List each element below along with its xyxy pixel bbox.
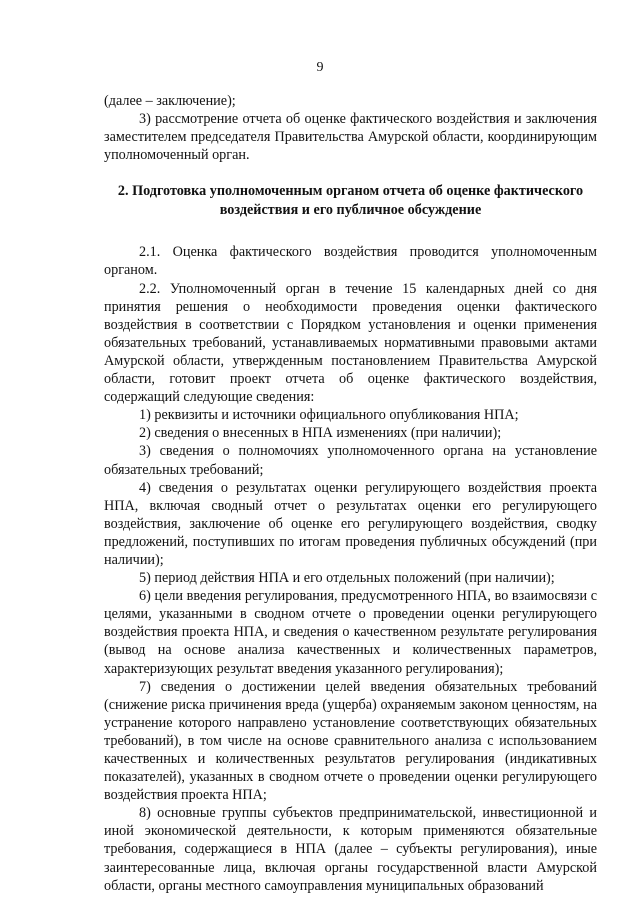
- list-item-7: 7) сведения о достижении целей введения обязательных требований (снижение риска причинения вреда (ущерба) охраняемым законом ценностям, на устранение которого направлено установление соответствующих обязательных требований), в том числе на основе сравнительного анализа с использованием качественных и количественных результатов регулирования (индикативных показателей), указанных в сводном отчете о проведении оценки регулирующего воздействия проекта НПА;: [104, 678, 597, 804]
- paragraph-item-3-review: 3) рассмотрение отчета об оценке фактического воздействия и заключения заместителем председателя Правительства Амурской области, координирующим уполномоченный орган.: [104, 111, 597, 164]
- page-number: 9: [316, 60, 324, 75]
- list-item-6: 6) цели введения регулирования, предусмотренного НПА, во взаимосвязи с целями, указанными в сводном отчете о проведении оценки регулирующего воздействия проекта НПА, и сведения о качественном результате регулирования (вывод на основе анализа качественных и количественных параметров, характеризующих результат введения указанного регулирования);: [104, 588, 597, 677]
- list-item-3: 3) сведения о полномочиях уполномоченного органа на установление обязательных требований;: [104, 443, 597, 478]
- list-item-8: 8) основные группы субъектов предпринимательской, инвестиционной и иной экономической деятельности, к которым применяются обязательные требования, содержащиеся в НПА (далее – субъекты регулирования), иные заинтересованные лица, включая органы государственной власти Амурской области, органы местного самоуправления муниципальных образований: [104, 805, 597, 894]
- document-body: [104, 92, 597, 895]
- list-item-4: 4) сведения о результатах оценки регулирующего воздействия проекта НПА, включая сводный отчет о результатах оценки его регулирующего воздействия, заключение об оценке его регулирующего воздействия, сводку предложений, поступивших по итогам проведения публичных обсуждений (при наличии);: [104, 479, 597, 568]
- paragraph-2-2: 2.2. Уполномоченный орган в течение 15 календарных дней со дня принятия решения о необходимости проведения оценки фактического воздействия в соответствии с Порядком установления и оценки применения обязательных требований, устанавливаемых нормативными правовыми актами Амурской области, утвержденным постановлением Правительства Амурской области, готовит проект отчета об оценке фактического воздействия, содержащий следующие сведения:: [104, 280, 597, 406]
- paragraph-continuation: (далее – заключение);: [104, 93, 236, 109]
- list-item-1: 1) реквизиты и источники официального опубликования НПА;: [139, 407, 519, 424]
- paragraph-2-1: 2.1. Оценка фактического воздействия проводится уполномоченным органом.: [104, 244, 597, 279]
- list-item-5: 5) период действия НПА и его отдельных положений (при наличии);: [139, 570, 555, 587]
- section-heading: 2. Подготовка уполномоченным органом отчета об оценке фактического воздействия и его публичное обсуждение: [117, 183, 584, 218]
- list-item-2: 2) сведения о внесенных в НПА изменениях (при наличии);: [139, 425, 502, 442]
